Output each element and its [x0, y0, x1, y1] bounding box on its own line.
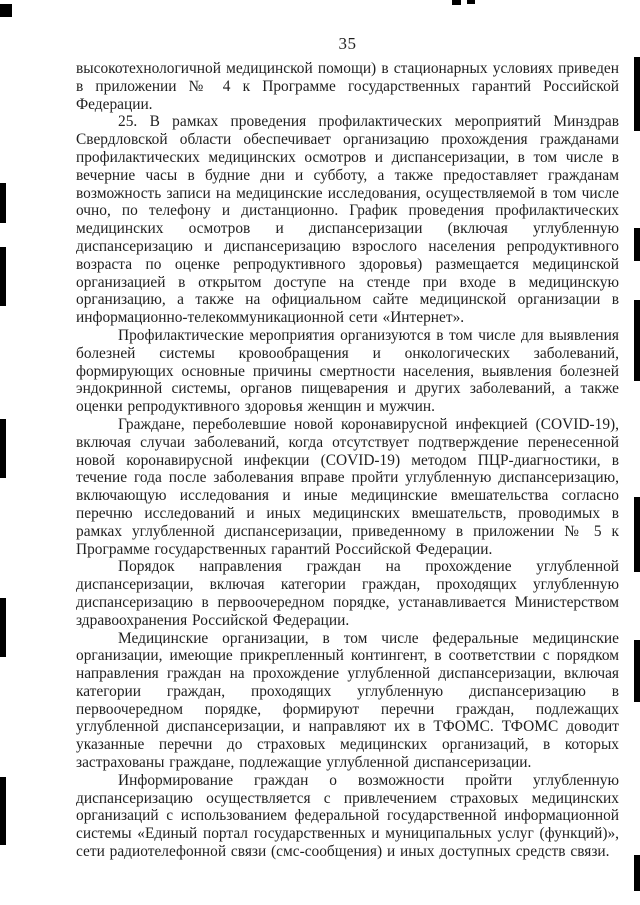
scan-artifact-corner-topleft: [0, 4, 12, 17]
scan-artifact-top-1: [452, 0, 461, 5]
scan-artifact-left-2: [0, 247, 6, 306]
scan-artifact-right-1: [634, 57, 640, 131]
scan-artifact-left-3: [0, 419, 6, 478]
paragraph-5: Порядок направления граждан на прохождение углубленной диспансеризации, включая категории граждан, проходящих углубленную диспансеризацию в первоочередном порядке, устанавливается Министерством здравоохранения Российской Федерации.: [76, 558, 619, 629]
paragraph-3: Профилактические мероприятия организуются в том числе для выявления болезней системы кровообращения и онкологических заболеваний, формирующих основные причины смертности населения, выявления болезней эндокринной системы, органов пищеварения и других заболеваний, а также оценки репродуктивного здоровья женщин и мужчин.: [76, 326, 619, 416]
scan-artifact-left-4: [0, 598, 6, 657]
paragraph-2: 25. В рамках проведения профилактических мероприятий Минздрав Свердловской области обеспечивает организацию прохождения гражданами профилактических медицинских осмотров и диспансеризации, в том числе в вечерние часы в будние дни и субботу, а также предоставляет гражданам возможность записи на медицинские исследования, осуществляемой в том числе очно, по телефону и дистанционно. График проведения профилактических медицинских осмотров и диспансеризации (включая углубленную диспансеризацию и диспансеризацию взрослого населения репродуктивного возраста по оценке репродуктивного здоровья) размещается медицинской организацией в открытом доступе на стенде при входе в медицинскую организацию, а также на официальном сайте медицинской организации в информационно-телекоммуникационной сети «Интернет».: [76, 113, 619, 327]
scan-artifact-right-4: [634, 497, 640, 572]
paragraph-7: Информирование граждан о возможности пройти углубленную диспансеризацию осуществляется с привлечением страховых медицинских организаций с использованием федеральной государственной информационной системы «Единый портал государственных и муниципальных услуг (функций)», сети радиотелефонной связи (смс-сообщения) и иных доступных средств связи.: [76, 771, 619, 861]
scan-artifact-left-5: [0, 777, 6, 845]
scan-artifact-right-6: [634, 855, 640, 891]
scan-artifact-right-3: [634, 300, 640, 381]
document-body: [76, 34, 619, 861]
page-number: 35: [338, 34, 357, 53]
scan-artifact-right-5: [634, 640, 640, 702]
paragraph-1: высокотехнологичной медицинской помощи) в стационарных условиях приведен в приложении № 4 к Программе государственных гарантий Российской Федерации.: [76, 60, 619, 113]
scan-artifact-right-2: [634, 228, 640, 261]
paragraph-6: Медицинские организации, в том числе федеральные медицинские организации, имеющие прикрепленный контингент, в соответствии с порядком направления граждан на прохождение углубленной диспансеризации, включая категории граждан, проходящих углубленную диспансеризацию в первоочередном порядке, формируют перечни граждан, подлежащих углубленной диспансеризации, и направляют их в ТФОМС. ТФОМС доводит указанные перечни до страховых медицинских организаций, в которых застрахованы граждане, подлежащие углубленной диспансеризации.: [76, 629, 619, 772]
scan-artifact-top-2: [467, 0, 475, 4]
paragraph-4: Граждане, переболевшие новой коронавирусной инфекцией (COVID-19), включая случаи заболеваний, когда отсутствует подтверждение перенесенной новой коронавирусной инфекции (COVID-19) методом ПЦР-диагностики, в течение года после заболевания вправе пройти углубленную диспансеризацию, включающую исследования и иные медицинские вмешательства согласно перечню исследований и иных медицинских вмешательств, проводимых в рамках углубленной диспансеризации, приведенному в приложении № 5 к Программе государственных гарантий Российской Федерации.: [76, 415, 619, 558]
scan-artifact-left-1: [0, 183, 6, 223]
